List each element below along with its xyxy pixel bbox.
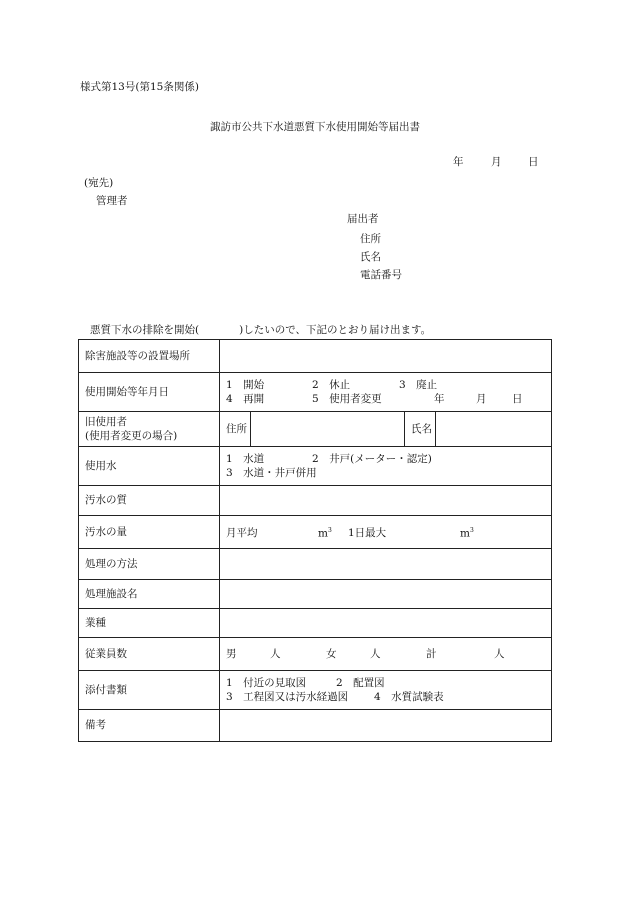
prev-user-label bbox=[79, 412, 220, 447]
amount-unit-1: m bbox=[318, 527, 328, 540]
row-facility bbox=[79, 580, 552, 609]
start-date-label: 使用開始等年月日 bbox=[79, 373, 220, 412]
amount-unit-2: m bbox=[460, 527, 470, 540]
amount-unit-1-sup: 3 bbox=[327, 526, 332, 534]
start-year: 年 bbox=[434, 393, 445, 405]
attachment-2: 2 配置図 bbox=[336, 677, 385, 689]
location-label: 除害施設等の設置場所 bbox=[79, 340, 220, 373]
method-label: 処理の方法 bbox=[79, 549, 220, 580]
attachments-field[interactable] bbox=[220, 671, 552, 710]
employees-male-unit: 人 bbox=[270, 647, 281, 660]
applicant-phone-label: 電話番号 bbox=[360, 269, 402, 281]
employees-label: 従業員数 bbox=[79, 638, 220, 671]
row-method bbox=[79, 549, 552, 580]
addressee: (宛先) bbox=[84, 177, 114, 189]
amount-monthly: 月平均 bbox=[226, 527, 258, 540]
option-resume: 4 再開 bbox=[226, 393, 265, 405]
quality-label: 汚水の質 bbox=[79, 486, 220, 516]
row-employees bbox=[79, 638, 552, 671]
row-location bbox=[79, 340, 552, 373]
water-label: 使用水 bbox=[79, 447, 220, 486]
application-table bbox=[78, 339, 552, 742]
applicant-address-label: 住所 bbox=[360, 233, 381, 245]
date-line bbox=[453, 155, 539, 169]
remarks-label: 備考 bbox=[79, 710, 220, 742]
form-title: 諏訪市公共下水道悪質下水使用開始等届出書 bbox=[210, 121, 420, 133]
prev-user-field bbox=[220, 412, 552, 447]
employees-field[interactable] bbox=[220, 638, 552, 671]
statement-after: )したいので、下記のとおり届け出ます。 bbox=[239, 324, 432, 336]
row-quality bbox=[79, 486, 552, 516]
row-amount bbox=[79, 516, 552, 549]
attachment-3: 3 工程図又は汚水経過図 bbox=[226, 691, 349, 703]
option-suspend: 2 休止 bbox=[312, 379, 351, 391]
row-remarks bbox=[79, 710, 552, 742]
method-field[interactable] bbox=[220, 549, 552, 580]
start-date-field[interactable] bbox=[220, 373, 552, 412]
option-start: 1 開始 bbox=[226, 379, 265, 391]
row-start-date bbox=[79, 373, 552, 412]
quality-field[interactable] bbox=[220, 486, 552, 516]
prev-user-label-line2: (使用者変更の場合) bbox=[85, 430, 178, 442]
water-option-1: 1 水道 bbox=[226, 453, 265, 465]
statement bbox=[90, 323, 431, 337]
employees-male: 男 bbox=[226, 647, 237, 660]
prev-user-address-input[interactable] bbox=[251, 412, 404, 446]
recipient: 管理者 bbox=[96, 195, 128, 207]
location-field[interactable] bbox=[220, 340, 552, 373]
employees-total-unit: 人 bbox=[494, 647, 505, 660]
amount-daily: 1日最大 bbox=[348, 527, 387, 540]
date-year: 年 bbox=[453, 156, 464, 168]
water-option-3: 3 水道・井戸併用 bbox=[226, 467, 317, 479]
option-user-change: 5 使用者変更 bbox=[312, 393, 382, 405]
amount-field[interactable] bbox=[220, 516, 552, 549]
row-water bbox=[79, 447, 552, 486]
applicant-name-label: 氏名 bbox=[360, 251, 381, 263]
prev-user-name-input[interactable] bbox=[436, 412, 551, 446]
industry-label: 業種 bbox=[79, 609, 220, 638]
form-number: 様式第13号(第15条関係) bbox=[80, 81, 199, 93]
row-attachments bbox=[79, 671, 552, 710]
date-month: 月 bbox=[491, 156, 502, 168]
option-abolish: 3 廃止 bbox=[399, 379, 438, 391]
prev-user-label-line1: 旧使用者 bbox=[85, 416, 127, 428]
attachment-1: 1 付近の見取図 bbox=[226, 677, 307, 689]
prev-user-name-label: 氏名 bbox=[404, 412, 436, 446]
remarks-field[interactable] bbox=[220, 710, 552, 742]
row-industry bbox=[79, 609, 552, 638]
employees-female: 女 bbox=[326, 647, 337, 660]
attachment-4: 4 水質試験表 bbox=[374, 691, 444, 703]
start-month: 月 bbox=[476, 393, 487, 405]
industry-field[interactable] bbox=[220, 609, 552, 638]
water-field[interactable] bbox=[220, 447, 552, 486]
employees-total: 計 bbox=[426, 647, 437, 660]
facility-field[interactable] bbox=[220, 580, 552, 609]
facility-label: 処理施設名 bbox=[79, 580, 220, 609]
applicant-label: 届出者 bbox=[347, 213, 379, 225]
amount-label: 汚水の量 bbox=[79, 516, 220, 549]
statement-before: 悪質下水の排除を開始( bbox=[90, 324, 200, 336]
start-day: 日 bbox=[512, 393, 523, 405]
water-option-2: 2 井戸(メーター・認定) bbox=[312, 453, 432, 465]
date-day: 日 bbox=[528, 156, 539, 168]
employees-female-unit: 人 bbox=[370, 647, 381, 660]
row-prev-user bbox=[79, 412, 552, 447]
attachments-label: 添付書類 bbox=[79, 671, 220, 710]
amount-unit-2-sup: 3 bbox=[469, 526, 474, 534]
prev-user-address-label: 住所 bbox=[220, 412, 251, 446]
